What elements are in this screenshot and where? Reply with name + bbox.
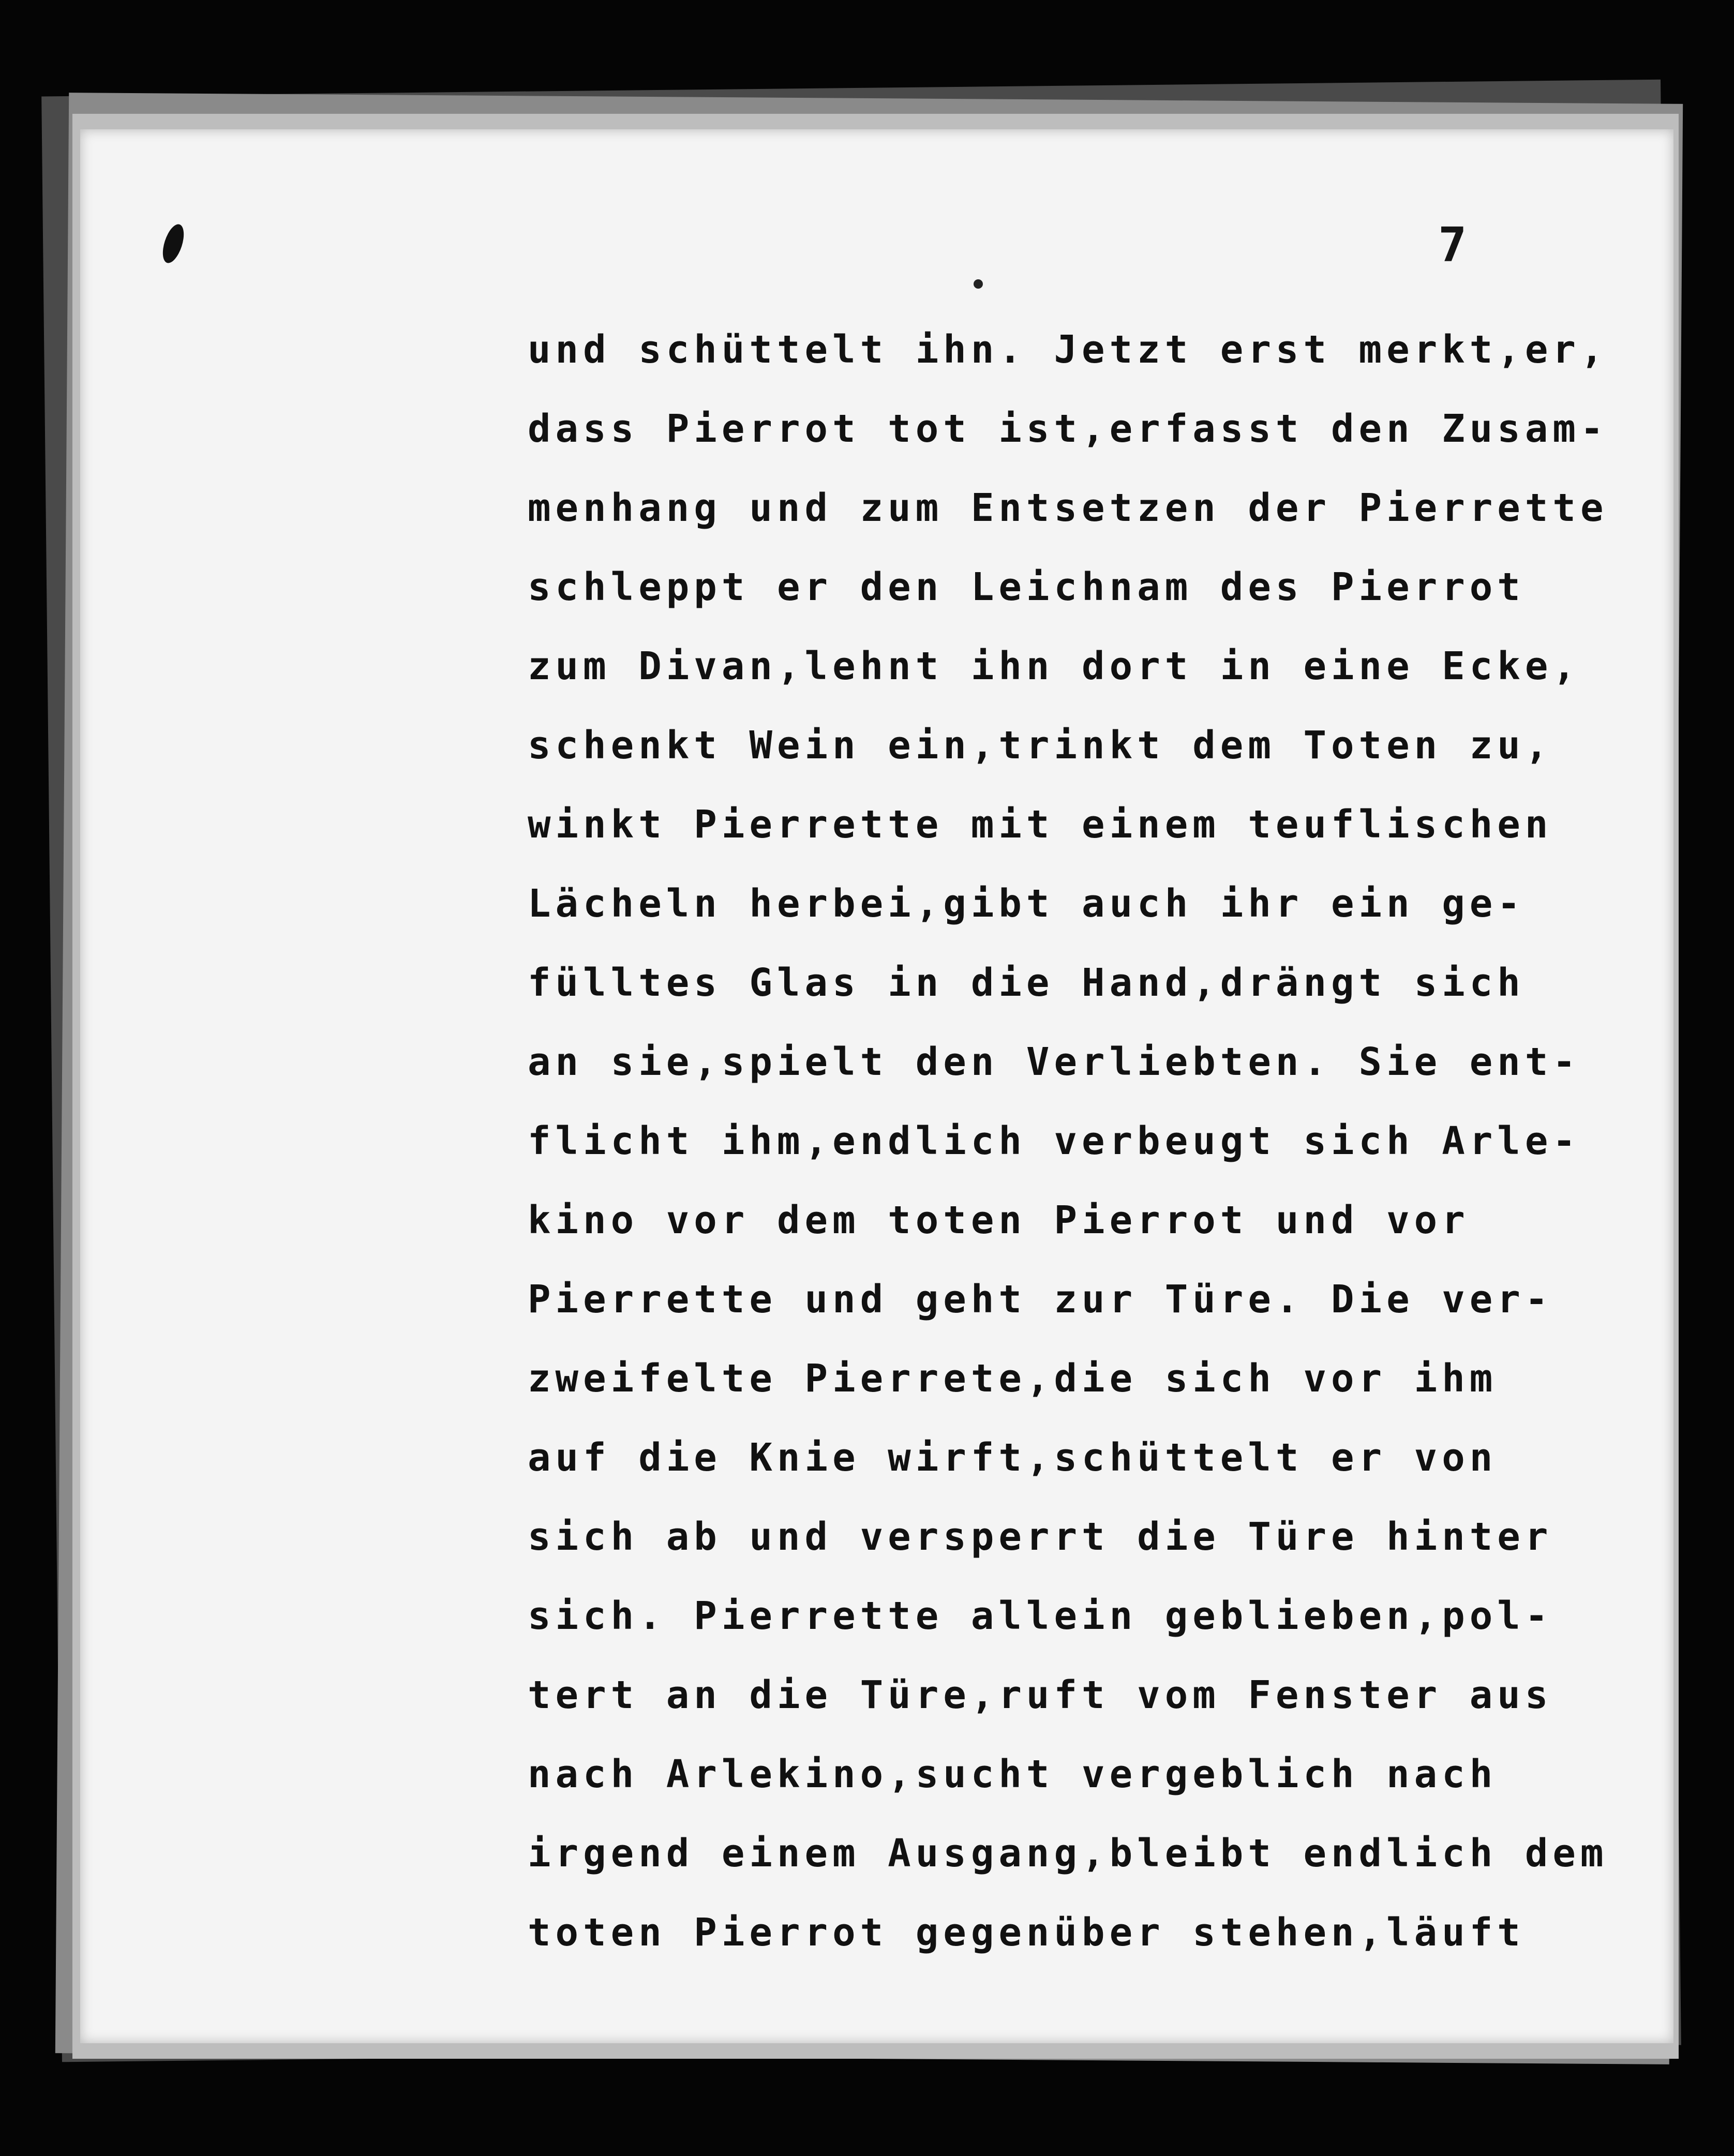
text-line: auf die Knie wirft,schüttelt er von — [528, 1435, 1498, 1480]
text-line: flicht ihm,endlich verbeugt sich Arle- — [528, 1119, 1580, 1163]
text-line: sich. Pierrette allein geblieben,pol- — [528, 1594, 1553, 1638]
text-line: und schüttelt ihn. Jetzt erst merkt,er, — [528, 327, 1608, 372]
text-line: Lächeln herbei,gibt auch ihr ein ge- — [528, 881, 1525, 926]
text-line: sich ab und versperrt die Türe hinter — [528, 1515, 1553, 1559]
text-line: schenkt Wein ein,trinkt dem Toten zu, — [528, 723, 1553, 768]
page-number: 7 — [1438, 217, 1467, 273]
text-line: irgend einem Ausgang,bleibt endlich dem — [528, 1831, 1608, 1876]
text-line: nach Arlekino,sucht vergeblich nach — [528, 1752, 1498, 1796]
text-line: winkt Pierrette mit einem teuflischen — [528, 802, 1553, 847]
text-line: an sie,spielt den Verliebten. Sie ent- — [528, 1040, 1580, 1084]
text-line: toten Pierrot gegenüber stehen,läuft — [528, 1910, 1525, 1955]
text-line: fülltes Glas in die Hand,drängt sich — [528, 961, 1525, 1005]
text-line: zweifelte Pierrete,die sich vor ihm — [528, 1356, 1498, 1401]
text-line: dass Pierrot tot ist,erfasst den Zusam- — [528, 407, 1608, 451]
dot-mark — [974, 279, 983, 289]
text-line: zum Divan,lehnt ihn dort in eine Ecke, — [528, 644, 1580, 688]
text-line: tert an die Türe,ruft vom Fenster aus — [528, 1673, 1553, 1717]
text-line: schleppt er den Leichnam des Pierrot — [528, 565, 1525, 609]
text-line: Pierrette und geht zur Türe. Die ver- — [528, 1277, 1553, 1322]
text-line: menhang und zum Entsetzen der Pierrette — [528, 486, 1608, 530]
body-text — [528, 310, 1614, 1972]
text-line: kino vor dem toten Pierrot und vor — [528, 1198, 1470, 1242]
